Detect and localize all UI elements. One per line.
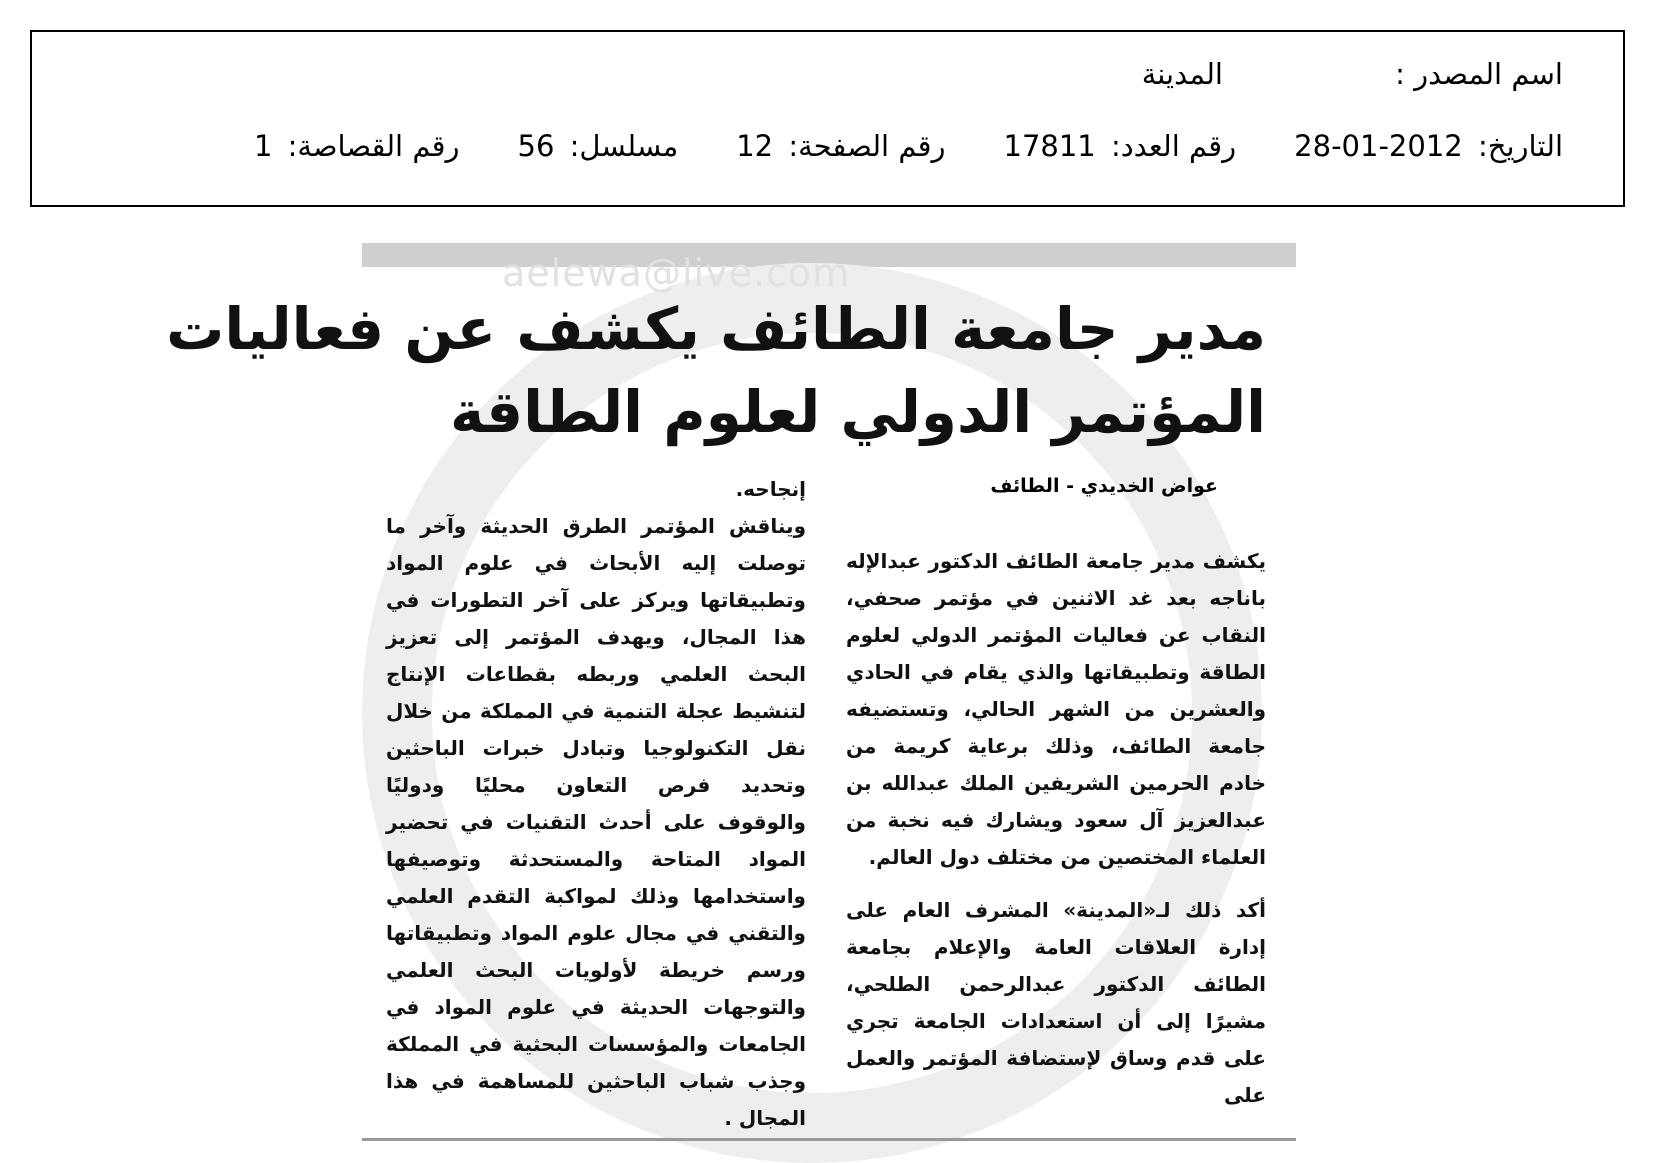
paragraph: إنجاحه. bbox=[735, 477, 806, 501]
serial-label: مسلسل: bbox=[569, 129, 679, 163]
metadata-row bbox=[196, 129, 1563, 163]
source-label: اسم المصدر : bbox=[1395, 57, 1563, 91]
clip-label: رقم القصاصة: bbox=[287, 129, 460, 163]
headline-line-1: مدير جامعة الطائف يكشف عن فعاليات bbox=[166, 295, 1266, 363]
paragraph: يكشف مدير جامعة الطائف الدكتور عبدالإله باناجه بعد غد الاثنين في مؤتمر صحفي، النقاب عن فعاليات المؤتمر الدولي لعلوم الطاقة وتطبيقاتها والذي يقام في الحادي والعشرين من الشهر الحالي، وتستضيفه جامعة الطائف، وذلك برعاية كريمة من خادم الحرمين الشريفين الملك عبدالله بن عبدالعزيز آل سعود ويشارك فيه نخبة من العلماء المختصين من مختلف دول العالم. bbox=[846, 549, 1266, 869]
serial-field bbox=[518, 129, 679, 163]
page-field bbox=[736, 129, 945, 163]
serial-value: 56 bbox=[517, 129, 555, 163]
bottom-divider bbox=[362, 1138, 1296, 1141]
newspaper-clipping bbox=[166, 243, 1296, 1138]
date-value: 2012-01-28 bbox=[1294, 129, 1463, 163]
issue-field bbox=[1004, 129, 1237, 163]
date-field bbox=[1294, 129, 1563, 163]
clip-value: 1 bbox=[253, 129, 273, 163]
page-label: رقم الصفحة: bbox=[788, 129, 946, 163]
byline: عواض الخديدي - الطائف bbox=[990, 475, 1218, 497]
page-value: 12 bbox=[736, 129, 774, 163]
clip-field bbox=[254, 129, 460, 163]
source-value: المدينة bbox=[1141, 57, 1223, 91]
article-column-right bbox=[846, 543, 1266, 1114]
paragraph: ويناقش المؤتمر الطرق الحديثة وآخر ما توصلت إليه الأبحاث في علوم المواد وتطبيقاتها ويركز على آخر التطورات في هذا المجال، ويهدف المؤتمر إلى تعزيز البحث العلمي وربطه بقطاعات الإنتاج لتنشيط عجلة التنمية في المملكة من خلال نقل التكنولوجيا وتبادل خبرات الباحثين وتحديد فرص التعاون محليًا ودوليًا والوقوف على أحدث التقنيات في تحضير المواد المتاحة والمستحدثة وتوصيفها واستخدامها وذلك لمواكبة التقدم العلمي والتقني في مجال علوم المواد وتطبيقاتها ورسم خريطة لأولويات البحث العلمي والتوجهات الحديثة في علوم المواد في الجامعات والمؤسسات البحثية في المملكة وجذب شباب الباحثين للمساهمة في هذا المجال . bbox=[386, 514, 806, 1130]
issue-value: 17811 bbox=[1003, 129, 1096, 163]
headline-line-2: المؤتمر الدولي لعلوم الطاقة bbox=[449, 378, 1266, 446]
article-column-left bbox=[386, 471, 806, 1137]
paragraph: أكد ذلك لـ«المدينة» المشرف العام على إدارة العلاقات العامة والإعلام بجامعة الطائف الدكتور عبدالرحمن الطلحي، مشيرًا إلى أن استعدادات الجامعة تجري على قدم وساق لإستضافة المؤتمر والعمل على bbox=[846, 898, 1266, 1107]
clipping-metadata-box bbox=[30, 30, 1625, 207]
watermark-email: aelewa@live.com bbox=[502, 251, 851, 295]
date-label: التاريخ: bbox=[1477, 129, 1563, 163]
issue-label: رقم العدد: bbox=[1110, 129, 1237, 163]
